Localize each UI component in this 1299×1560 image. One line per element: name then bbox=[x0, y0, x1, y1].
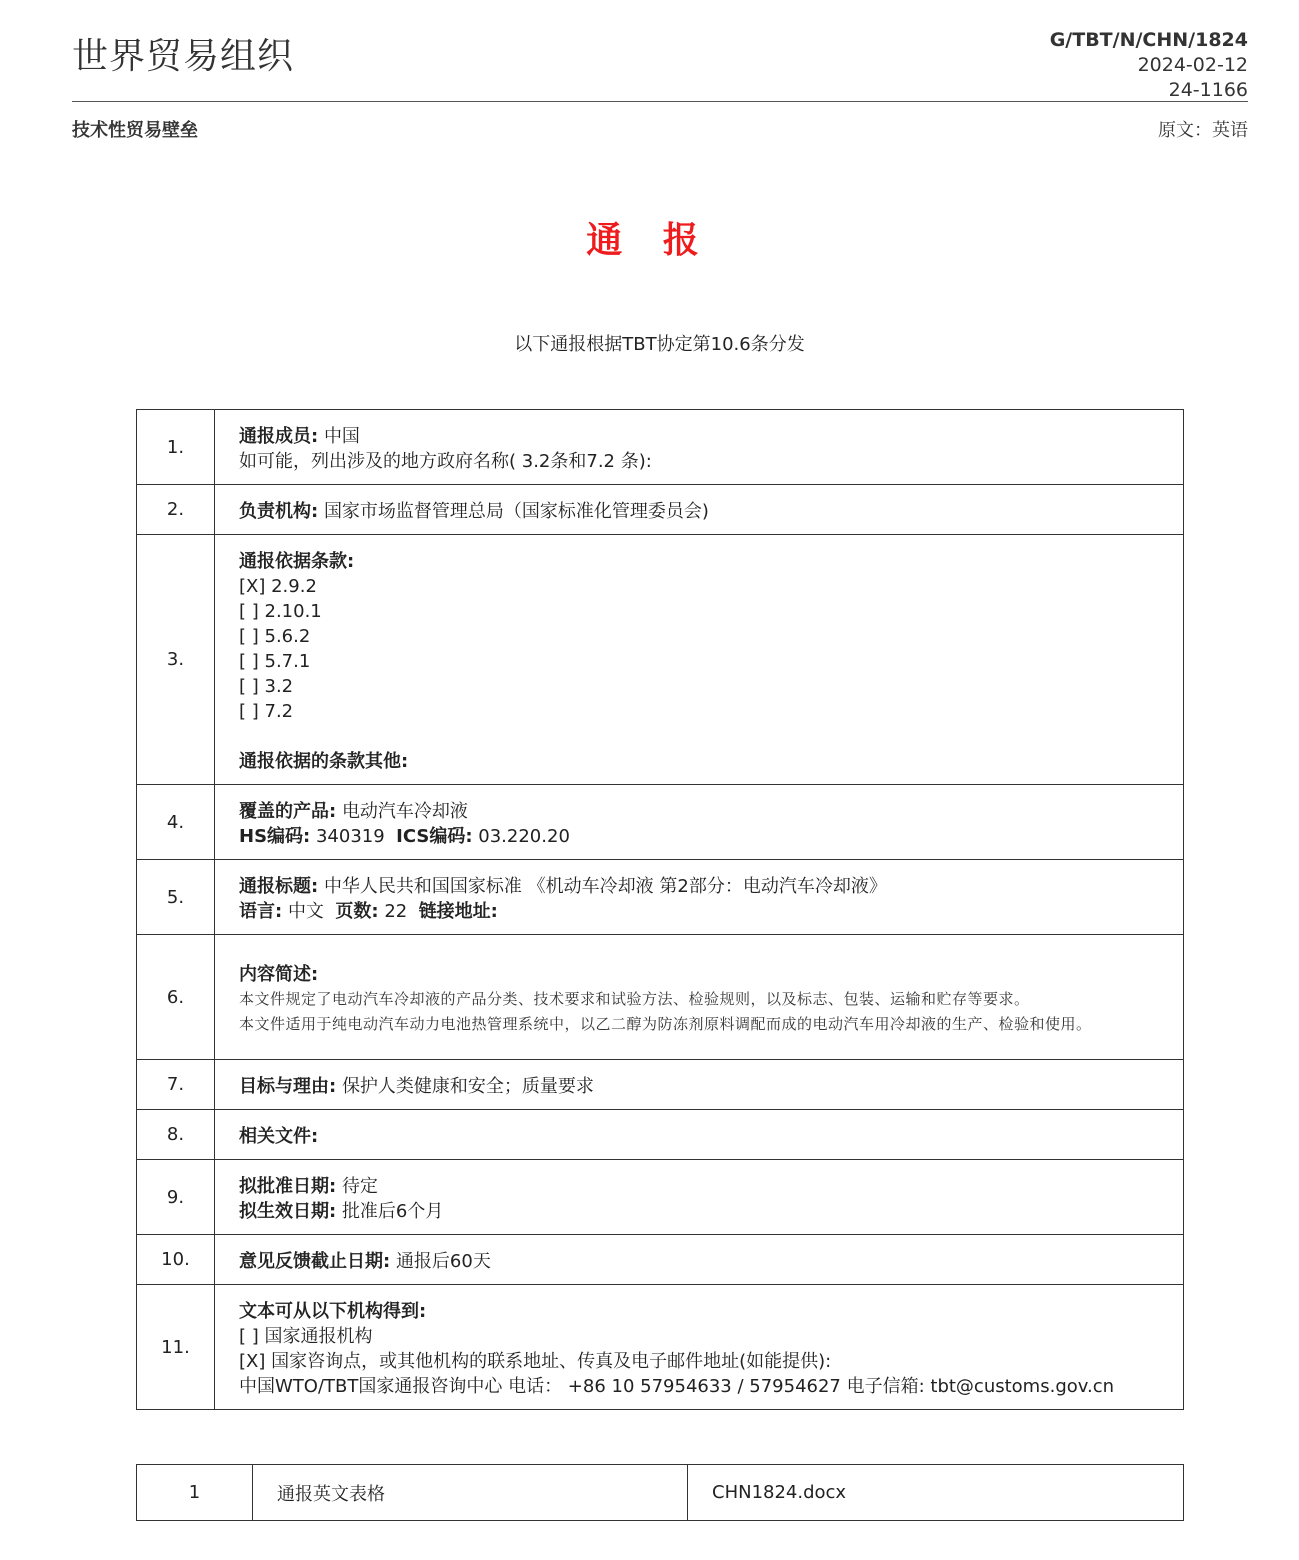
item-number: 7. bbox=[137, 1060, 215, 1110]
notification-table bbox=[136, 409, 1184, 1410]
attachments-table bbox=[136, 1464, 1184, 1521]
hs-code-value: 340319 bbox=[315, 826, 385, 847]
document-meta bbox=[1050, 28, 1248, 103]
item-value: 电动汽车冷却液 bbox=[341, 801, 468, 822]
table-row bbox=[137, 860, 1184, 935]
item-label: 目标与理由: bbox=[239, 1076, 337, 1097]
item-value: 通报后60天 bbox=[395, 1251, 491, 1272]
item-number: 4. bbox=[137, 785, 215, 860]
item-content bbox=[215, 935, 1184, 1060]
item-label: 意见反馈截止日期: bbox=[239, 1251, 391, 1272]
table-row bbox=[137, 410, 1184, 485]
item-label: 拟批准日期: bbox=[239, 1176, 337, 1197]
item-label: 文本可从以下机构得到: bbox=[239, 1301, 427, 1322]
item-value: 待定 bbox=[341, 1176, 378, 1197]
link-label: 链接地址: bbox=[418, 901, 498, 922]
item-number: 2. bbox=[137, 485, 215, 535]
table-row bbox=[137, 1235, 1184, 1285]
item-content bbox=[215, 485, 1184, 535]
original-language: 原文：英语 bbox=[1158, 120, 1248, 141]
table-row bbox=[137, 785, 1184, 860]
checkbox-option: [X] 2.9.2 bbox=[239, 576, 317, 597]
table-row bbox=[137, 1160, 1184, 1235]
item-label: 通报标题: bbox=[239, 876, 319, 897]
item-value: 中国 bbox=[323, 426, 360, 447]
ics-code-label: ICS编码: bbox=[396, 826, 473, 847]
item-content bbox=[215, 535, 1184, 785]
item-content bbox=[215, 1110, 1184, 1160]
header-divider bbox=[72, 101, 1248, 102]
committee-name: 技术性贸易壁垒 bbox=[72, 120, 198, 141]
item-label: 通报依据条款: bbox=[239, 551, 355, 572]
item-number: 1. bbox=[137, 410, 215, 485]
checkbox-option: [ ] 2.10.1 bbox=[239, 601, 322, 622]
attachment-file-link[interactable]: CHN1824.docx bbox=[688, 1465, 1184, 1521]
item-content bbox=[215, 860, 1184, 935]
item-content bbox=[215, 1285, 1184, 1410]
hs-code-label: HS编码: bbox=[239, 826, 311, 847]
contact-info: 中国WTO/TBT国家通报咨询中心 电话： +86 10 57954633 / 57954627 电子信箱: tbt@customs.gov.cn bbox=[239, 1376, 1115, 1397]
organization-name: 世界贸易组织 bbox=[72, 36, 295, 77]
item-label: 通报依据的条款其他: bbox=[239, 751, 409, 772]
item-number: 8. bbox=[137, 1110, 215, 1160]
table-row bbox=[137, 935, 1184, 1060]
item-number: 5. bbox=[137, 860, 215, 935]
item-content bbox=[215, 1060, 1184, 1110]
table-row bbox=[137, 485, 1184, 535]
checkbox-option: [ ] 3.2 bbox=[239, 676, 294, 697]
item-label: 覆盖的产品: bbox=[239, 801, 337, 822]
item-label: 拟生效日期: bbox=[239, 1201, 337, 1222]
item-label: 负责机构: bbox=[239, 501, 319, 522]
pages-label: 页数: bbox=[335, 901, 379, 922]
item-label: 通报成员: bbox=[239, 426, 319, 447]
item-content bbox=[215, 1160, 1184, 1235]
checkbox-option: [ ] 5.7.1 bbox=[239, 651, 311, 672]
document-date: 2024-02-12 bbox=[1137, 54, 1248, 76]
table-row bbox=[137, 535, 1184, 785]
notification-title: 通 报 bbox=[586, 220, 713, 261]
table-row bbox=[137, 1465, 1184, 1521]
attachment-description: 通报英文表格 bbox=[253, 1465, 688, 1521]
item-number: 3. bbox=[137, 535, 215, 785]
language-label: 语言: bbox=[239, 901, 283, 922]
item-content bbox=[215, 785, 1184, 860]
item-number: 10. bbox=[137, 1235, 215, 1285]
item-value: 国家市场监督管理总局（国家标准化管理委员会) bbox=[323, 501, 709, 522]
table-row bbox=[137, 1285, 1184, 1410]
table-row bbox=[137, 1060, 1184, 1110]
item-number: 6. bbox=[137, 935, 215, 1060]
item-number: 9. bbox=[137, 1160, 215, 1235]
item-label: 相关文件: bbox=[239, 1126, 319, 1147]
item-value: 保护人类健康和安全；质量要求 bbox=[341, 1076, 594, 1097]
description-paragraph: 本文件规定了电动汽车冷却液的产品分类、技术要求和试验方法、检验规则，以及标志、包装、运输和贮存等要求。 bbox=[239, 989, 1030, 1008]
checkbox-option: [ ] 5.6.2 bbox=[239, 626, 311, 647]
table-row bbox=[137, 1110, 1184, 1160]
item-note: 如可能，列出涉及的地方政府名称( 3.2条和7.2 条): bbox=[239, 451, 652, 472]
checkbox-option: [ ] 国家通报机构 bbox=[239, 1326, 373, 1347]
ics-code-value: 03.220.20 bbox=[478, 826, 570, 847]
document-ref-number: 24-1166 bbox=[1168, 79, 1248, 101]
item-content bbox=[215, 410, 1184, 485]
item-content bbox=[215, 1235, 1184, 1285]
item-value: 批准后6个月 bbox=[341, 1201, 444, 1222]
item-number: 11. bbox=[137, 1285, 215, 1410]
language-value: 中文 bbox=[287, 901, 324, 922]
item-label: 内容简述: bbox=[239, 963, 319, 985]
pages-value: 22 bbox=[384, 901, 408, 922]
checkbox-option: [ ] 7.2 bbox=[239, 701, 294, 722]
document-symbol: G/TBT/N/CHN/1824 bbox=[1049, 29, 1248, 51]
attachment-number: 1 bbox=[137, 1465, 253, 1521]
checkbox-option: [X] 国家咨询点，或其他机构的联系地址、传真及电子邮件地址(如能提供): bbox=[239, 1351, 832, 1372]
intro-text: 以下通报根据TBT协定第10.6条分发 bbox=[514, 334, 805, 355]
item-value: 中华人民共和国国家标准 《机动车冷却液 第2部分：电动汽车冷却液》 bbox=[323, 876, 887, 897]
description-paragraph: 本文件适用于纯电动汽车动力电池热管理系统中，以乙二醇为防冻剂原料调配而成的电动汽车用冷却液的生产、检验和使用。 bbox=[239, 1014, 1092, 1033]
